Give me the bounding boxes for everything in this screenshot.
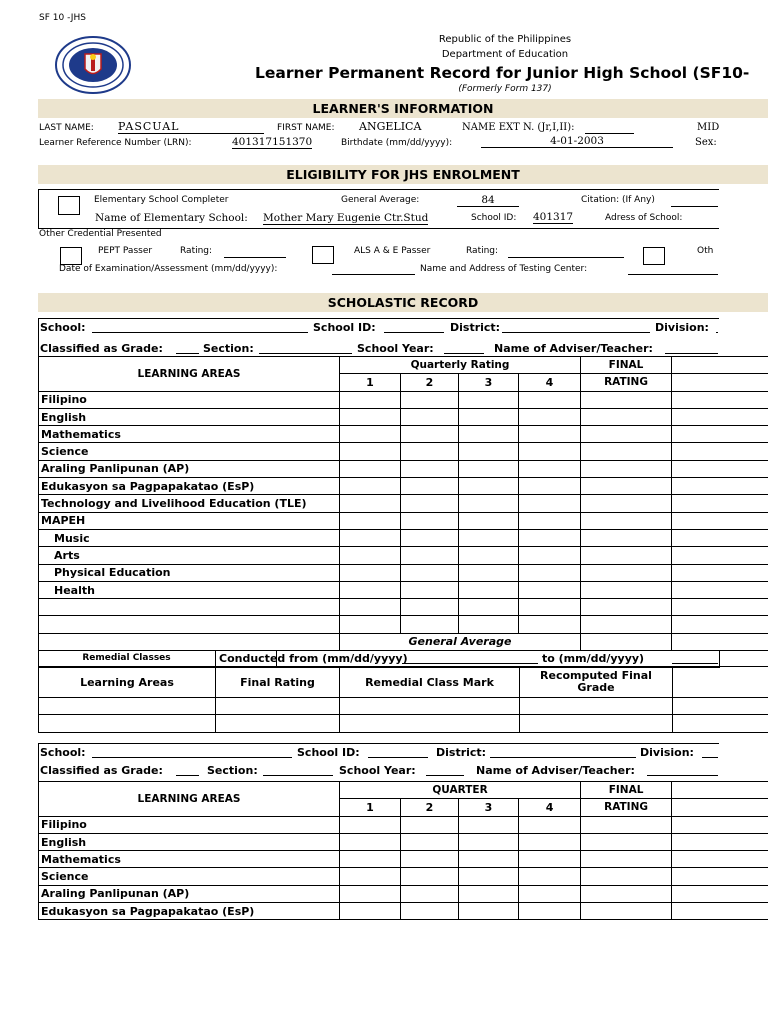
eligibility-band bbox=[38, 165, 768, 184]
republic-text: Republic of the Philippines bbox=[438, 34, 572, 45]
quarter-grade-cell[interactable] bbox=[459, 851, 519, 868]
form-title: Learner Permanent Record for Junior High School (SF10- bbox=[255, 64, 750, 82]
final-rating-cell[interactable] bbox=[581, 547, 672, 564]
quarter-grade-cell[interactable] bbox=[340, 833, 401, 850]
eligibility-title: ELIGIBILITY FOR JHS ENROLMENT bbox=[286, 167, 520, 182]
remarks-cell[interactable] bbox=[672, 868, 768, 885]
s1-grade-label: Classified as Grade: bbox=[40, 342, 163, 355]
s2-remarks-header bbox=[672, 782, 768, 799]
elem-completer-label: Elementary School Completer bbox=[94, 195, 229, 205]
quarter-grade-cell[interactable] bbox=[401, 426, 459, 443]
quarter-grade-cell[interactable] bbox=[401, 478, 459, 495]
final-rating-cell[interactable] bbox=[581, 868, 672, 885]
final-rating-cell[interactable] bbox=[581, 512, 672, 529]
elem-school-label: Name of Elementary School: bbox=[95, 212, 248, 224]
remarks-cell[interactable] bbox=[672, 903, 768, 920]
s1-division-line bbox=[716, 332, 718, 333]
s2-learning-areas-header: LEARNING AREAS bbox=[39, 782, 340, 817]
final-rating-cell[interactable] bbox=[581, 599, 672, 616]
final-rating-cell[interactable] bbox=[581, 460, 672, 477]
s1-school-line bbox=[92, 332, 308, 333]
quarter-grade-cell[interactable] bbox=[519, 833, 581, 850]
first-name-value: ANGELICA bbox=[359, 120, 422, 133]
subject-name: Arts bbox=[39, 547, 340, 564]
s1-district-line bbox=[502, 332, 650, 333]
s2-remarks-header-2 bbox=[672, 799, 768, 816]
s1-school-id-line bbox=[384, 332, 444, 333]
s2-quarter-1-header: 1 bbox=[340, 799, 401, 816]
final-rating-cell[interactable] bbox=[581, 529, 672, 546]
remarks-cell[interactable] bbox=[672, 495, 768, 512]
quarter-grade-cell[interactable] bbox=[519, 581, 581, 598]
quarter-grade-cell[interactable] bbox=[459, 460, 519, 477]
remarks-cell[interactable] bbox=[672, 564, 768, 581]
quarter-grade-cell[interactable] bbox=[401, 495, 459, 512]
quarter-grade-cell[interactable] bbox=[401, 833, 459, 850]
grades-table-2 bbox=[38, 781, 768, 920]
s1-section-line bbox=[259, 353, 352, 354]
school-id-value: 401317 bbox=[533, 211, 574, 223]
quarter-grade-cell[interactable] bbox=[340, 426, 401, 443]
quarter-grade-cell[interactable] bbox=[459, 408, 519, 425]
gen-avg-label: General Average: bbox=[341, 195, 420, 205]
gen-avg-value: 84 bbox=[457, 194, 519, 207]
quarter-grade-cell[interactable] bbox=[519, 391, 581, 408]
quarter-grade-cell[interactable] bbox=[519, 529, 581, 546]
subject-name: MAPEH bbox=[39, 512, 340, 529]
subject-name: Edukasyon sa Pagpapakatao (EsP) bbox=[39, 903, 340, 920]
quarter-grade-cell[interactable] bbox=[519, 616, 581, 633]
subject-name: Science bbox=[39, 443, 340, 460]
s2-grade-line bbox=[176, 775, 199, 776]
final-rating-cell[interactable] bbox=[581, 443, 672, 460]
quarter-grade-cell[interactable] bbox=[459, 816, 519, 833]
s2-quarter-header: QUARTER bbox=[340, 782, 581, 799]
subject-name: Music bbox=[39, 529, 340, 546]
quarter-grade-cell[interactable] bbox=[519, 460, 581, 477]
scholastic-row bbox=[39, 426, 768, 443]
quarter-grade-cell[interactable] bbox=[519, 885, 581, 902]
quarter-1-header: 1 bbox=[340, 374, 401, 391]
conducted-from-label: Conducted from (mm/dd/yyyy) bbox=[219, 652, 408, 665]
s2-school-id-label: School ID: bbox=[297, 746, 360, 759]
s1-adviser-label: Name of Adviser/Teacher: bbox=[494, 342, 653, 355]
quarter-grade-cell[interactable] bbox=[401, 460, 459, 477]
s1-school-year-line bbox=[444, 353, 484, 354]
name-ext-line bbox=[585, 133, 634, 134]
quarter-grade-cell[interactable] bbox=[340, 408, 401, 425]
quarter-grade-cell[interactable] bbox=[459, 391, 519, 408]
quarter-grade-cell[interactable] bbox=[340, 885, 401, 902]
quarter-grade-cell[interactable] bbox=[340, 903, 401, 920]
quarter-grade-cell[interactable] bbox=[519, 426, 581, 443]
final-rating-cell[interactable] bbox=[581, 408, 672, 425]
subject-name: Technology and Livelihood Education (TLE) bbox=[39, 495, 340, 512]
school-id-label: School ID: bbox=[471, 213, 517, 223]
final-rating-cell[interactable] bbox=[581, 885, 672, 902]
rem-row-1-cell[interactable] bbox=[520, 698, 673, 715]
quarter-grade-cell[interactable] bbox=[519, 816, 581, 833]
quarter-grade-cell[interactable] bbox=[519, 495, 581, 512]
form-code: SF 10 -JHS bbox=[39, 13, 86, 23]
quarter-grade-cell[interactable] bbox=[459, 495, 519, 512]
subject-name: Araling Panlipunan (AP) bbox=[39, 885, 340, 902]
rem-final-rating-header: Final Rating bbox=[216, 667, 340, 698]
quarter-grade-cell[interactable] bbox=[459, 443, 519, 460]
s2-school-year-line bbox=[426, 775, 464, 776]
birthdate-label: Birthdate (mm/dd/yyyy): bbox=[341, 138, 453, 148]
scholastic-row bbox=[39, 529, 768, 546]
remarks-header-2 bbox=[672, 374, 768, 391]
als-checkbox[interactable] bbox=[312, 246, 334, 264]
rem-learning-areas-header: Learning Areas bbox=[39, 667, 216, 698]
remarks-cell[interactable] bbox=[672, 460, 768, 477]
scholastic-row bbox=[39, 581, 768, 598]
scholastic-band bbox=[38, 293, 768, 312]
remarks-cell[interactable] bbox=[672, 581, 768, 598]
s2-rating-header: RATING bbox=[581, 799, 672, 816]
quarter-grade-cell[interactable] bbox=[459, 529, 519, 546]
gen-avg-blank bbox=[39, 633, 340, 650]
quarter-grade-cell[interactable] bbox=[401, 443, 459, 460]
s2-section-line bbox=[263, 775, 333, 776]
quarter-grade-cell[interactable] bbox=[340, 460, 401, 477]
quarter-grade-cell[interactable] bbox=[401, 512, 459, 529]
final-rating-cell[interactable] bbox=[581, 851, 672, 868]
quarter-grade-cell[interactable] bbox=[340, 529, 401, 546]
quarterly-rating-header: Quarterly Rating bbox=[340, 357, 581, 374]
rating-header: RATING bbox=[581, 374, 672, 391]
quarter-grade-cell[interactable] bbox=[519, 599, 581, 616]
grades-table-1 bbox=[38, 356, 768, 651]
conducted-from-line bbox=[402, 663, 538, 664]
remarks-cell[interactable] bbox=[672, 851, 768, 868]
quarter-grade-cell[interactable] bbox=[519, 443, 581, 460]
subject-name bbox=[39, 599, 340, 616]
quarter-grade-cell[interactable] bbox=[340, 816, 401, 833]
final-rating-cell[interactable] bbox=[581, 581, 672, 598]
quarter-grade-cell[interactable] bbox=[459, 833, 519, 850]
remarks-cell[interactable] bbox=[672, 408, 768, 425]
name-ext-label: NAME EXT N. (Jr,I,II): bbox=[462, 122, 575, 133]
subject-name: Araling Panlipunan (AP) bbox=[39, 460, 340, 477]
sex-label: Sex: bbox=[695, 137, 717, 148]
quarter-grade-cell[interactable] bbox=[340, 512, 401, 529]
quarter-grade-cell[interactable] bbox=[340, 599, 401, 616]
learning-areas-header: LEARNING AREAS bbox=[39, 357, 340, 392]
quarter-grade-cell[interactable] bbox=[401, 564, 459, 581]
quarter-grade-cell[interactable] bbox=[459, 564, 519, 581]
s2-school-label: School: bbox=[40, 746, 86, 759]
general-average-label: General Average bbox=[340, 633, 581, 650]
remarks-cell[interactable] bbox=[672, 478, 768, 495]
quarter-grade-cell[interactable] bbox=[340, 478, 401, 495]
rem-row-1-cell[interactable] bbox=[216, 698, 340, 715]
quarter-grade-cell[interactable] bbox=[519, 903, 581, 920]
quarter-grade-cell[interactable] bbox=[459, 599, 519, 616]
quarter-grade-cell[interactable] bbox=[401, 547, 459, 564]
subject-name: Mathematics bbox=[39, 851, 340, 868]
remarks-cell[interactable] bbox=[672, 816, 768, 833]
scholastic2-row bbox=[39, 868, 768, 885]
s2-school-year-label: School Year: bbox=[339, 764, 416, 777]
als-rating-line bbox=[508, 257, 624, 258]
scholastic2-row bbox=[39, 851, 768, 868]
final-header: FINAL bbox=[581, 357, 672, 374]
remedial-divider bbox=[215, 650, 216, 667]
final-rating-cell[interactable] bbox=[581, 478, 672, 495]
remarks-cell[interactable] bbox=[672, 529, 768, 546]
scholastic-row bbox=[39, 599, 768, 616]
quarter-grade-cell[interactable] bbox=[519, 512, 581, 529]
s1-school-id-label: School ID: bbox=[313, 321, 376, 334]
quarter-grade-cell[interactable] bbox=[340, 547, 401, 564]
s2-adviser-label: Name of Adviser/Teacher: bbox=[476, 764, 635, 777]
rem-row-2-cell[interactable] bbox=[520, 715, 673, 732]
remarks-cell[interactable] bbox=[672, 833, 768, 850]
remedial-classes-label: Remedial Classes bbox=[82, 653, 171, 663]
remarks-header bbox=[672, 357, 768, 374]
pept-label: PEPT Passer bbox=[98, 246, 153, 256]
quarter-grade-cell[interactable] bbox=[401, 903, 459, 920]
subject-name: Edukasyon sa Pagpapakatao (EsP) bbox=[39, 478, 340, 495]
s2-school-line bbox=[92, 757, 292, 758]
lrn-value: 401317151370 bbox=[232, 136, 313, 148]
testing-center-label: Name and Address of Testing Center: bbox=[420, 264, 588, 274]
citation-label: Citation: (If Any) bbox=[581, 195, 655, 205]
date-exam-line bbox=[332, 274, 415, 275]
birthdate-value: 4-01-2003 bbox=[481, 135, 673, 148]
s2-quarter-3-header: 3 bbox=[459, 799, 519, 816]
quarter-grade-cell[interactable] bbox=[459, 903, 519, 920]
scholastic-row bbox=[39, 547, 768, 564]
subject-name bbox=[39, 616, 340, 633]
s2-grade-label: Classified as Grade: bbox=[40, 764, 163, 777]
gen-avg-remarks bbox=[672, 633, 768, 650]
subject-name: English bbox=[39, 408, 340, 425]
final-rating-cell[interactable] bbox=[581, 616, 672, 633]
citation-line bbox=[671, 206, 718, 207]
quarter-grade-cell[interactable] bbox=[340, 443, 401, 460]
s2-section-label: Section: bbox=[207, 764, 258, 777]
quarter-grade-cell[interactable] bbox=[459, 616, 519, 633]
rem-row-1-cell[interactable] bbox=[673, 698, 768, 715]
quarter-grade-cell[interactable] bbox=[401, 529, 459, 546]
s1-school-year-label: School Year: bbox=[357, 342, 434, 355]
pept-rating-label: Rating: bbox=[180, 246, 213, 256]
scholastic2-row bbox=[39, 903, 768, 920]
s2-district-line bbox=[490, 757, 636, 758]
quarter-grade-cell[interactable] bbox=[519, 564, 581, 581]
others-checkbox[interactable] bbox=[643, 247, 665, 265]
final-rating-cell[interactable] bbox=[581, 816, 672, 833]
subject-name: English bbox=[39, 833, 340, 850]
quarter-grade-cell[interactable] bbox=[519, 408, 581, 425]
rem-row-2-cell[interactable] bbox=[340, 715, 520, 732]
rem-row-2-cell[interactable] bbox=[673, 715, 768, 732]
scholastic-row bbox=[39, 512, 768, 529]
other-credential-label: Other Credential Presented bbox=[39, 229, 162, 239]
remarks-cell[interactable] bbox=[672, 616, 768, 633]
to-date-line bbox=[672, 663, 718, 664]
quarter-grade-cell[interactable] bbox=[401, 391, 459, 408]
s1-section-label: Section: bbox=[203, 342, 254, 355]
s2-school-id-line bbox=[368, 757, 428, 758]
elem-school-value: Mother Mary Eugenie Ctr.Stud bbox=[263, 212, 429, 224]
rem-row-1-cell[interactable] bbox=[39, 698, 216, 715]
recomputed-line-2: Grade bbox=[577, 681, 615, 694]
s2-division-line bbox=[702, 757, 718, 758]
first-name-label: FIRST NAME: bbox=[277, 123, 335, 133]
quarter-grade-cell[interactable] bbox=[401, 599, 459, 616]
scholastic2-row bbox=[39, 885, 768, 902]
elem-completer-checkbox[interactable] bbox=[58, 196, 80, 215]
to-date-label: to (mm/dd/yyyy) bbox=[542, 652, 645, 665]
rem-remarks-header bbox=[673, 667, 768, 698]
quarter-grade-cell[interactable] bbox=[340, 564, 401, 581]
recomputed-grade-header bbox=[520, 667, 673, 698]
s1-division-label: Division: bbox=[655, 321, 709, 334]
quarter-grade-cell[interactable] bbox=[459, 885, 519, 902]
s2-division-label: Division: bbox=[640, 746, 694, 759]
quarter-grade-cell[interactable] bbox=[401, 868, 459, 885]
lrn-label: Learner Reference Number (LRN): bbox=[39, 138, 192, 148]
remarks-cell[interactable] bbox=[672, 512, 768, 529]
remarks-cell[interactable] bbox=[672, 391, 768, 408]
s1-adviser-line bbox=[665, 353, 718, 354]
scholastic-row bbox=[39, 478, 768, 495]
subject-name: Physical Education bbox=[39, 564, 340, 581]
remarks-cell[interactable] bbox=[672, 599, 768, 616]
als-rating-label: Rating: bbox=[466, 246, 499, 256]
quarter-grade-cell[interactable] bbox=[459, 478, 519, 495]
s2-quarter-2-header: 2 bbox=[401, 799, 459, 816]
rem-row-2-cell[interactable] bbox=[216, 715, 340, 732]
quarter-grade-cell[interactable] bbox=[340, 851, 401, 868]
final-rating-cell[interactable] bbox=[581, 903, 672, 920]
s1-grade-line bbox=[176, 353, 199, 354]
quarter-grade-cell[interactable] bbox=[459, 512, 519, 529]
als-label: ALS A & E Passer bbox=[354, 246, 431, 256]
quarter-grade-cell[interactable] bbox=[340, 616, 401, 633]
quarter-grade-cell[interactable] bbox=[401, 581, 459, 598]
quarter-grade-cell[interactable] bbox=[519, 851, 581, 868]
learner-info-title: LEARNER'S INFORMATION bbox=[312, 101, 494, 116]
rem-row-2-cell[interactable] bbox=[39, 715, 216, 732]
subject-name: Health bbox=[39, 581, 340, 598]
pept-rating-line bbox=[224, 257, 286, 258]
subject-name: Science bbox=[39, 868, 340, 885]
scholastic2-row bbox=[39, 816, 768, 833]
quarter-2-header: 2 bbox=[401, 374, 459, 391]
quarter-grade-cell[interactable] bbox=[519, 868, 581, 885]
final-rating-cell[interactable] bbox=[581, 391, 672, 408]
form-subtitle: (Formerly Form 137) bbox=[458, 84, 552, 94]
quarter-grade-cell[interactable] bbox=[401, 408, 459, 425]
learner-info-band bbox=[38, 99, 768, 118]
others-label: Oth bbox=[697, 246, 714, 256]
quarter-grade-cell[interactable] bbox=[519, 547, 581, 564]
quarter-4-header: 4 bbox=[519, 374, 581, 391]
s1-district-label: District: bbox=[450, 321, 501, 334]
subject-name: Filipino bbox=[39, 391, 340, 408]
quarter-grade-cell[interactable] bbox=[340, 581, 401, 598]
last-name-label: LAST NAME: bbox=[39, 123, 94, 133]
rem-class-mark-header: Remedial Class Mark bbox=[340, 667, 520, 698]
scholastic-row bbox=[39, 391, 768, 408]
s2-final-header: FINAL bbox=[581, 782, 672, 799]
final-rating-cell[interactable] bbox=[581, 426, 672, 443]
middle-name-label: MID bbox=[697, 122, 720, 133]
quarter-grade-cell[interactable] bbox=[459, 547, 519, 564]
quarter-grade-cell[interactable] bbox=[459, 581, 519, 598]
scholastic-row bbox=[39, 564, 768, 581]
remedial-table bbox=[38, 666, 768, 733]
quarter-grade-cell[interactable] bbox=[340, 495, 401, 512]
testing-center-line bbox=[628, 274, 718, 275]
quarter-grade-cell[interactable] bbox=[459, 868, 519, 885]
quarter-grade-cell[interactable] bbox=[340, 868, 401, 885]
subject-name: Filipino bbox=[39, 816, 340, 833]
scholastic-row bbox=[39, 408, 768, 425]
subject-name: Mathematics bbox=[39, 426, 340, 443]
scholastic2-row bbox=[39, 833, 768, 850]
s2-quarter-4-header: 4 bbox=[519, 799, 581, 816]
remarks-cell[interactable] bbox=[672, 547, 768, 564]
quarter-grade-cell[interactable] bbox=[340, 391, 401, 408]
recomputed-line-1: Recomputed Final bbox=[540, 669, 652, 682]
final-rating-cell[interactable] bbox=[581, 833, 672, 850]
scholastic-row bbox=[39, 616, 768, 633]
remarks-cell[interactable] bbox=[672, 885, 768, 902]
last-name-value: PASCUAL bbox=[118, 120, 264, 134]
department-text: Department of Education bbox=[441, 49, 569, 60]
school-address-label: Adress of School: bbox=[605, 213, 683, 223]
scholastic-row bbox=[39, 460, 768, 477]
quarter-3-header: 3 bbox=[459, 374, 519, 391]
quarter-grade-cell[interactable] bbox=[519, 478, 581, 495]
gen-avg-final bbox=[581, 633, 672, 650]
quarter-grade-cell[interactable] bbox=[401, 816, 459, 833]
remarks-cell[interactable] bbox=[672, 426, 768, 443]
quarter-grade-cell[interactable] bbox=[401, 885, 459, 902]
quarter-grade-cell[interactable] bbox=[459, 426, 519, 443]
remarks-cell[interactable] bbox=[672, 443, 768, 460]
scholastic-title: SCHOLASTIC RECORD bbox=[327, 295, 479, 310]
quarter-grade-cell[interactable] bbox=[401, 851, 459, 868]
s2-adviser-line bbox=[647, 775, 718, 776]
s1-school-label: School: bbox=[40, 321, 86, 334]
pept-checkbox[interactable] bbox=[60, 247, 82, 265]
scholastic-row bbox=[39, 443, 768, 460]
rem-row-1-cell[interactable] bbox=[340, 698, 520, 715]
date-exam-label: Date of Examination/Assessment (mm/dd/yyyy): bbox=[59, 264, 278, 274]
s2-district-label: District: bbox=[436, 746, 487, 759]
final-rating-cell[interactable] bbox=[581, 564, 672, 581]
quarter-grade-cell[interactable] bbox=[401, 616, 459, 633]
scholastic-row bbox=[39, 495, 768, 512]
scholastic2-header-box bbox=[38, 743, 719, 783]
final-rating-cell[interactable] bbox=[581, 495, 672, 512]
